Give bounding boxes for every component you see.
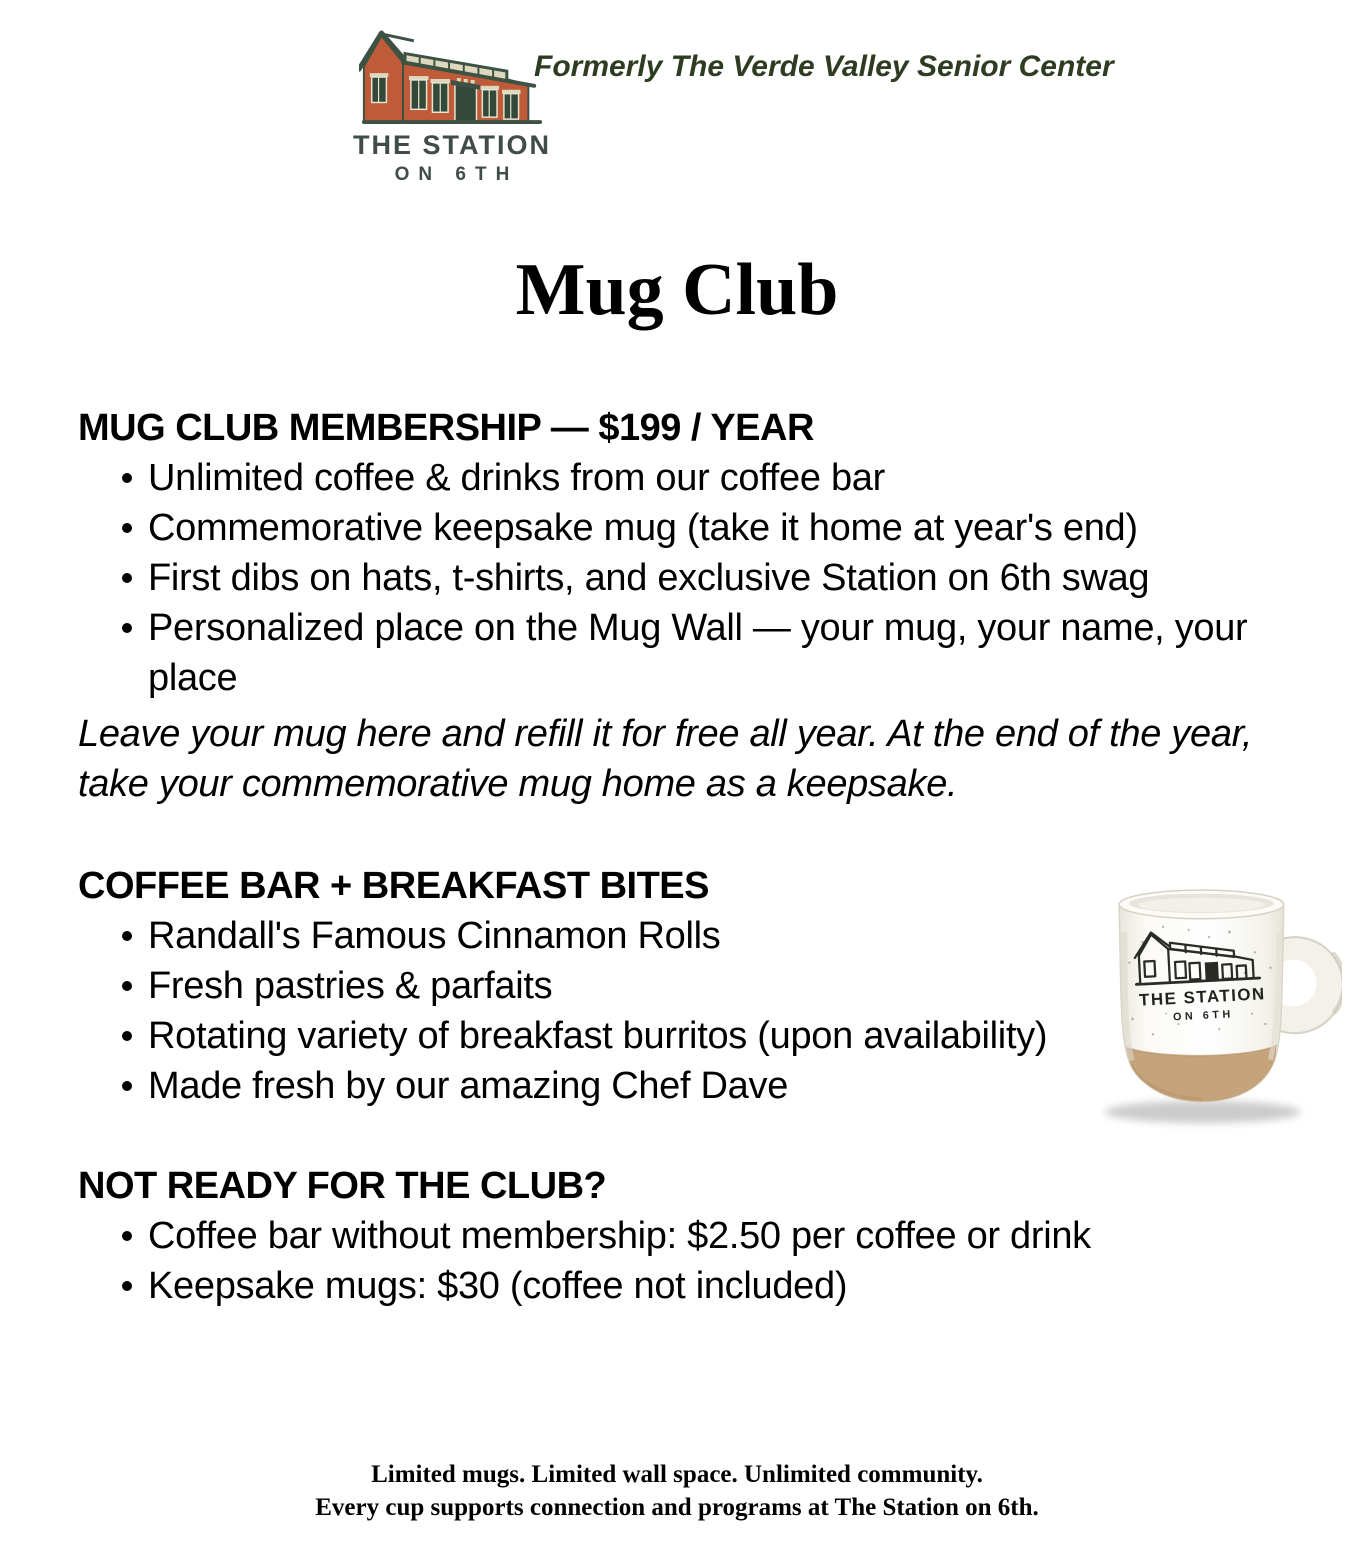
membership-note: Leave your mug here and refill it for free all year. At the end of the year, take your commemorative mug home as a keepsake. [78, 713, 1253, 805]
logo-title: THE STATION [353, 130, 551, 160]
bullet-dot [122, 523, 132, 533]
mug-illustration-icon [1066, 870, 1342, 1132]
mug-brand-subtitle: ON 6TH [1172, 1008, 1235, 1024]
logo-subtitle: ON 6TH [394, 164, 519, 185]
flyer-content [78, 403, 1296, 1311]
bullet-item [78, 503, 1296, 553]
bullet-text: Randall's Famous Cinnamon Rolls [148, 915, 721, 957]
bullet-text: Unlimited coffee & drinks from our coffee bar [148, 457, 886, 499]
bullet-text: Coffee bar without membership: $2.50 per coffee or drink [148, 1215, 1091, 1257]
bullet-item [78, 1261, 1296, 1311]
bullet-text: Keepsake mugs: $30 (coffee not included) [148, 1265, 848, 1307]
bullet-text: First dibs on hats, t-shirts, and exclusive Station on 6th swag [148, 557, 1150, 599]
mug-photo [1066, 870, 1342, 1132]
footer-line1: Limited mugs. Limited wall space. Unlimited community. [371, 1461, 983, 1488]
section-heading: COFFEE BAR + BREAKFAST BITES [78, 865, 709, 907]
mug-brand-title: THE STATION [1138, 984, 1267, 1010]
bullet-dot [122, 623, 132, 633]
section-heading: NOT READY FOR THE CLUB? [78, 1165, 607, 1207]
bullet-item [78, 1211, 1296, 1261]
bullet-text: Fresh pastries & parfaits [148, 965, 553, 1007]
bullet-text: Rotating variety of breakfast burritos (upon availability) [148, 1015, 1048, 1057]
footer [0, 1458, 1354, 1524]
station-logo [344, 28, 560, 186]
bullet-item [78, 453, 1296, 503]
not-ready-bullet-list [78, 1211, 1296, 1311]
station-building-icon [359, 28, 545, 128]
bullet-dot [122, 1031, 132, 1041]
bullet-text: Made fresh by our amazing Chef Dave [148, 1065, 789, 1107]
bullet-dot [122, 1231, 132, 1241]
header-tagline: Formerly The Verde Valley Senior Center [534, 50, 1114, 83]
bullet-dot [122, 1281, 132, 1291]
bullet-item [78, 553, 1296, 603]
membership-section [78, 403, 1296, 809]
not-ready-section [78, 1161, 1296, 1311]
bullet-text: Personalized place on the Mug Wall — your mug, your name, your place [148, 607, 1248, 699]
page-title: Mug Club [515, 249, 839, 331]
footer-line2: Every cup supports connection and programs at The Station on 6th. [315, 1494, 1039, 1521]
bullet-dot [122, 573, 132, 583]
bullet-dot [122, 473, 132, 483]
section-heading: MUG CLUB MEMBERSHIP — $199 / YEAR [78, 407, 814, 449]
membership-bullet-list [78, 453, 1296, 703]
bullet-dot [122, 981, 132, 991]
bullet-item [78, 603, 1296, 703]
bullet-text: Commemorative keepsake mug (take it home at year's end) [148, 507, 1138, 549]
bullet-dot [122, 1081, 132, 1091]
bullet-dot [122, 931, 132, 941]
